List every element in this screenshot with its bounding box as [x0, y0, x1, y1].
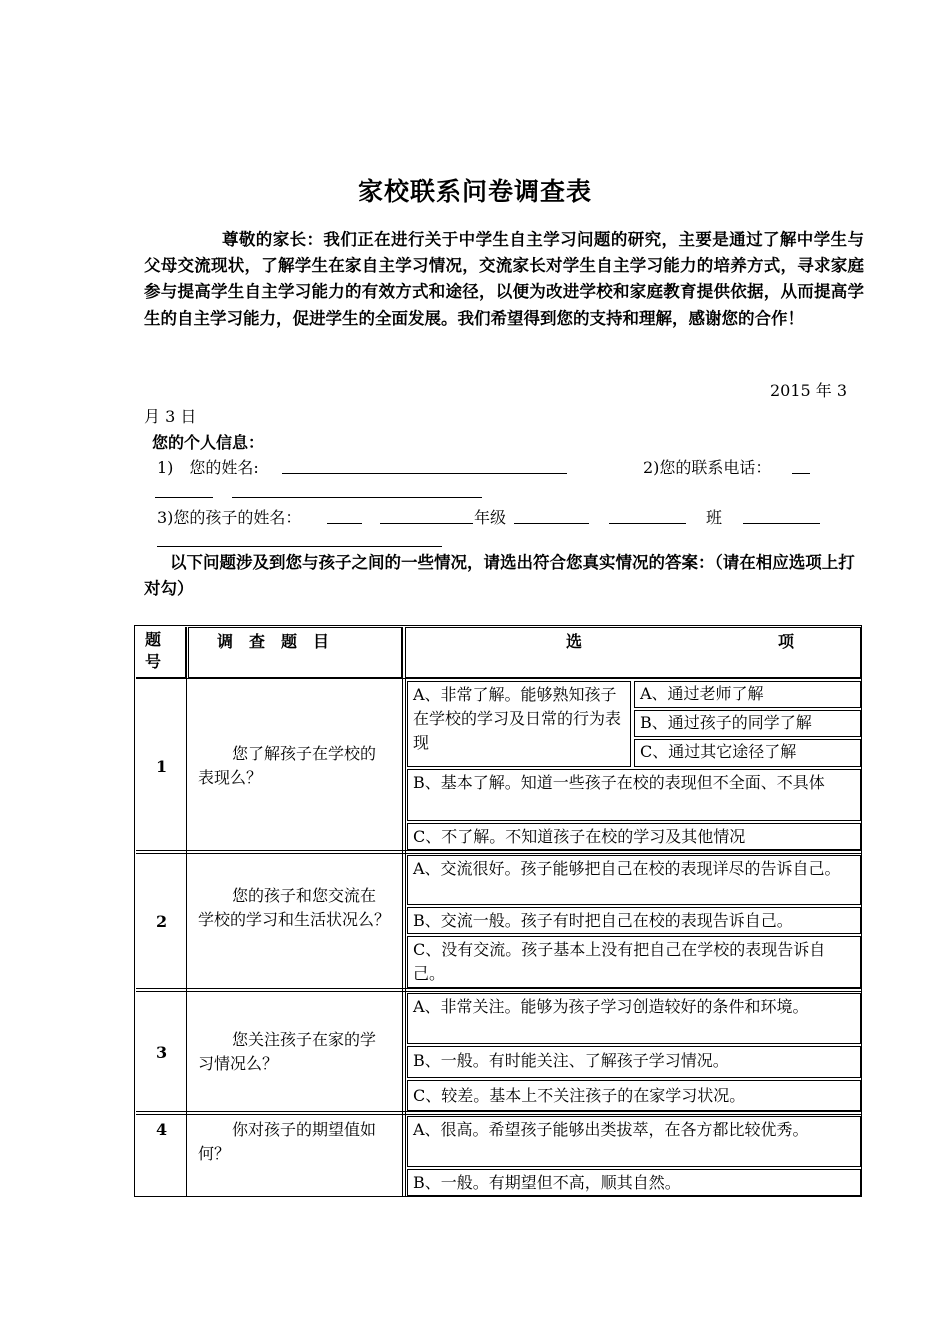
phone-field[interactable] — [792, 473, 810, 474]
row-separator — [136, 678, 861, 679]
q4-text: 你对孩子的期望值如何？ — [198, 1120, 377, 1163]
page-title: 家校联系问卷调查表 — [357, 177, 592, 206]
q1-option-a-label: A、非常了解。能够熟知孩子在学校的学习及日常的行为表现 — [413, 685, 622, 752]
row-separator — [136, 853, 861, 854]
row-separator — [136, 988, 861, 989]
instruction-text: 以下问题涉及到您与孩子之间的一些情况，请选出符合您真实情况的答案：（请在相应选项上打对勾） — [144, 553, 855, 598]
header-num: 题号 — [145, 630, 162, 671]
column-line — [405, 627, 406, 1196]
header-options-a: 选 — [566, 632, 583, 651]
q3-option-a-label: A、非常关注。能够为孩子学习创造较好的条件和环境。 — [413, 997, 809, 1016]
q3-option-a[interactable] — [407, 993, 861, 1044]
q4-option-a-label: A、很高。希望孩子能够出类拔萃，在各方都比较优秀。 — [413, 1120, 809, 1139]
q1-sub-a-label: A、通过老师了解 — [640, 684, 764, 703]
q1-sub-c-label: C、通过其它途径了解 — [640, 742, 797, 761]
q2-option-b[interactable] — [407, 907, 861, 934]
row-separator — [136, 991, 861, 992]
header-question-cell — [188, 627, 402, 678]
row-separator — [136, 850, 861, 851]
q1-sub-a[interactable] — [634, 681, 861, 708]
q2-option-c-label: C、没有交流。孩子基本上没有把自己在学校的表现告诉自己。 — [413, 940, 826, 983]
class-label: 班 — [706, 508, 723, 527]
q1-option-c-label: C、不了解。不知道孩子在校的学习及其他情况 — [413, 827, 746, 846]
phone-field-cont-2[interactable] — [232, 497, 482, 498]
q3-number: 3 — [156, 1043, 168, 1062]
child-name-field-2[interactable] — [380, 523, 473, 524]
q1-sub-b[interactable] — [634, 710, 861, 737]
row-separator — [136, 1111, 861, 1112]
class-field-cont[interactable] — [157, 546, 442, 547]
phone-label: 2)您的联系电话： — [643, 458, 772, 477]
q3-option-b-label: B、一般。有时能关注、了解孩子学习情况。 — [413, 1051, 729, 1070]
q1-option-b-label: B、基本了解。知道一些孩子在校的表现但不全面、不具体 — [413, 773, 825, 792]
q1-option-a[interactable] — [407, 681, 631, 767]
grade-label: 年级 — [474, 508, 507, 527]
grade-field[interactable] — [514, 523, 589, 524]
row-separator — [136, 1114, 861, 1115]
parent-name-label: 1) 您的姓名: — [157, 458, 259, 477]
q4-option-b-label: B、一般。有期望但不高，顺其自然。 — [413, 1173, 681, 1192]
grade-field-2[interactable] — [609, 523, 686, 524]
header-options-b: 项 — [778, 632, 795, 651]
q1-sub-b-label: B、通过孩子的同学了解 — [640, 713, 812, 732]
personal-info-heading: 您的个人信息： — [152, 433, 265, 452]
q2-option-b-label: B、交流一般。孩子有时把自己在校的表现告诉自己。 — [413, 911, 793, 930]
q1-text: 您了解孩子在学校的表现么？ — [198, 744, 377, 787]
header-options-cell — [405, 627, 861, 678]
q4-number: 4 — [156, 1120, 168, 1139]
q4-option-b[interactable] — [407, 1169, 861, 1196]
date-part2: 月 3 日 — [144, 407, 197, 426]
parent-name-field[interactable] — [282, 473, 567, 474]
q4-option-a[interactable] — [407, 1116, 861, 1167]
q1-option-b[interactable] — [407, 769, 861, 821]
q2-option-c[interactable] — [407, 936, 861, 988]
q2-option-a-label: A、交流很好。孩子能够把自己在校的表现详尽的告诉自己。 — [413, 859, 841, 878]
q2-number: 2 — [156, 912, 168, 931]
child-name-label: 3)您的孩子的姓名： — [157, 508, 302, 527]
q1-number: 1 — [156, 757, 168, 776]
header-num-cell — [136, 627, 186, 678]
q1-option-c[interactable] — [407, 823, 861, 850]
q1-sub-c[interactable] — [634, 739, 861, 767]
q3-text: 您关注孩子在家的学习情况么？ — [198, 1030, 377, 1073]
header-question: 调 查 题 目 — [217, 632, 330, 651]
date-part1: 2015 年 3 — [770, 381, 848, 400]
column-line — [402, 627, 403, 1196]
phone-field-cont-1[interactable] — [155, 497, 213, 498]
intro-paragraph: 尊敬的家长：我们正在进行关于中学生自主学习问题的研究，主要是通过了解中学生与父母交流现状，了解学生在家自主学习情况，交流家长对学生自主学习能力的培养方式，寻求家庭参与提高学生自主学习能力的有效方式和途径，以便为改进学校和家庭教育提供依据，从而提高学生的自主学习能力，促进学生的全面发展。我们希望得到您的支持和理解，感谢您的合作！ — [144, 230, 864, 328]
q2-text: 您的孩子和您交流在学校的学习和生活状况么？ — [198, 886, 391, 929]
q2-option-a[interactable] — [407, 855, 861, 905]
q3-option-b[interactable] — [407, 1046, 861, 1078]
class-field[interactable] — [743, 523, 820, 524]
q3-option-c[interactable] — [407, 1080, 861, 1111]
q3-option-c-label: C、较差。基本上不关注孩子的在家学习状况。 — [413, 1086, 746, 1105]
child-name-field[interactable] — [327, 523, 362, 524]
